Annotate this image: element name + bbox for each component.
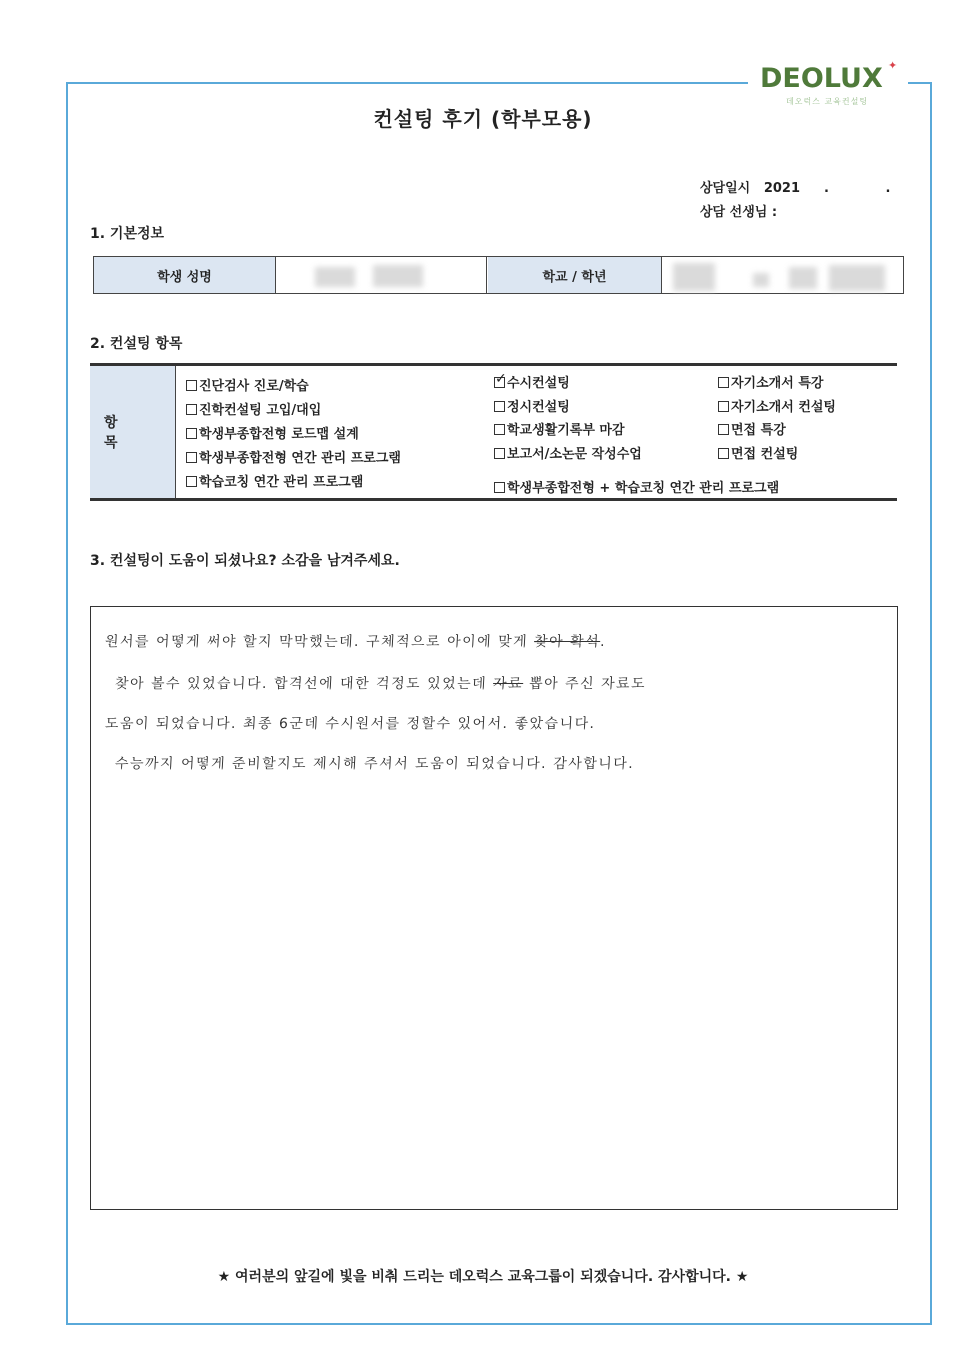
checkbox[interactable] xyxy=(494,448,505,459)
handwritten-line: 찾아 볼수 있었습니다. 합격선에 대한 걱정도 있었는데 자료 뽑아 주신 자료도 xyxy=(114,676,647,692)
handwritten-line: 원서를 어떻게 써야 할지 막막했는데. 구체적으로 아이에 맞게 찾아 확석. xyxy=(104,634,607,650)
option-roadmap[interactable]: 학생부종합전형 로드맵 설계 xyxy=(186,423,359,442)
checkbox-checked[interactable] xyxy=(494,377,505,388)
checkbox[interactable] xyxy=(718,401,729,412)
handwritten-line: 도움이 되었습니다. 최종 6군데 수시원서를 정할수 있어서. 좋았습니다. xyxy=(104,716,596,732)
checkbox[interactable] xyxy=(186,476,197,487)
consulting-items-table xyxy=(90,363,897,501)
option-report-class[interactable]: 보고서/소논문 작성수업 xyxy=(494,443,642,462)
items-row-label: 항 목 xyxy=(90,366,176,498)
checkbox[interactable] xyxy=(718,448,729,459)
checkbox[interactable] xyxy=(494,482,505,493)
checkbox[interactable] xyxy=(494,401,505,412)
handwritten-line: 수능까지 어떻게 준비할지도 제시해 주셔서 도움이 되었습니다. 감사합니다. xyxy=(114,756,635,772)
checkbox[interactable] xyxy=(494,424,505,435)
checkbox[interactable] xyxy=(186,380,197,391)
option-essay-lecture[interactable]: 자기소개서 특강 xyxy=(718,372,823,391)
logo-subtitle: 데오럭스 교육컨설팅 xyxy=(786,97,869,106)
checkbox[interactable] xyxy=(718,377,729,388)
checkbox[interactable] xyxy=(186,452,197,463)
section-heading-feedback: 3. 컨설팅이 도움이 되셨나요? 소감을 남겨주세요. xyxy=(90,553,400,569)
option-essay-consulting[interactable]: 자기소개서 컨설팅 xyxy=(718,396,836,415)
footer-message: ★ 여러분의 앞길에 빛을 비춰 드리는 데오럭스 교육그룹이 되겠습니다. 감사합니다. ★ xyxy=(217,1269,749,1285)
student-name-label: 학생 성명 xyxy=(94,257,276,293)
school-grade-field[interactable] xyxy=(663,257,903,293)
consult-date: 상담일시 2021 . . xyxy=(700,181,917,196)
school-grade-label: 학교 / 학년 xyxy=(488,257,662,293)
option-admission[interactable]: 진학컨설팅 고입/대입 xyxy=(186,399,321,418)
deolux-logo: DEOLUX ✦ xyxy=(760,59,898,94)
section-heading-items: 2. 컨설팅 항목 xyxy=(90,336,183,352)
consult-teacher: 상담 선생님 : xyxy=(700,205,778,220)
option-regular-admission[interactable]: 정시컨설팅 xyxy=(494,396,570,415)
feedback-answer-box[interactable] xyxy=(90,606,898,1210)
checkbox[interactable] xyxy=(718,424,729,435)
option-diagnostic[interactable]: 진단검사 진로/학습 xyxy=(186,375,309,394)
option-early-admission[interactable]: ✓수시컨설팅 xyxy=(494,372,570,391)
star-icon: ✦ xyxy=(888,59,898,72)
student-name-field[interactable] xyxy=(277,257,487,293)
option-record-finalize[interactable]: 학교생활기록부 마감 xyxy=(494,419,625,438)
option-study-coaching[interactable]: 학습코칭 연간 관리 프로그램 xyxy=(186,471,363,490)
checkbox[interactable] xyxy=(186,428,197,439)
option-annual-program[interactable]: 학생부종합전형 연간 관리 프로그램 xyxy=(186,447,401,466)
section-heading-basic-info: 1. 기본정보 xyxy=(90,226,165,242)
option-combined-program[interactable]: 학생부종합전형 + 학습코칭 연간 관리 프로그램 xyxy=(494,477,779,496)
option-interview-consulting[interactable]: 면접 컨설팅 xyxy=(718,443,798,462)
option-interview-lecture[interactable]: 면접 특강 xyxy=(718,419,786,438)
basic-info-row xyxy=(93,256,904,294)
checkbox[interactable] xyxy=(186,404,197,415)
page-title: 컨설팅 후기 (학부모용) xyxy=(373,107,593,131)
